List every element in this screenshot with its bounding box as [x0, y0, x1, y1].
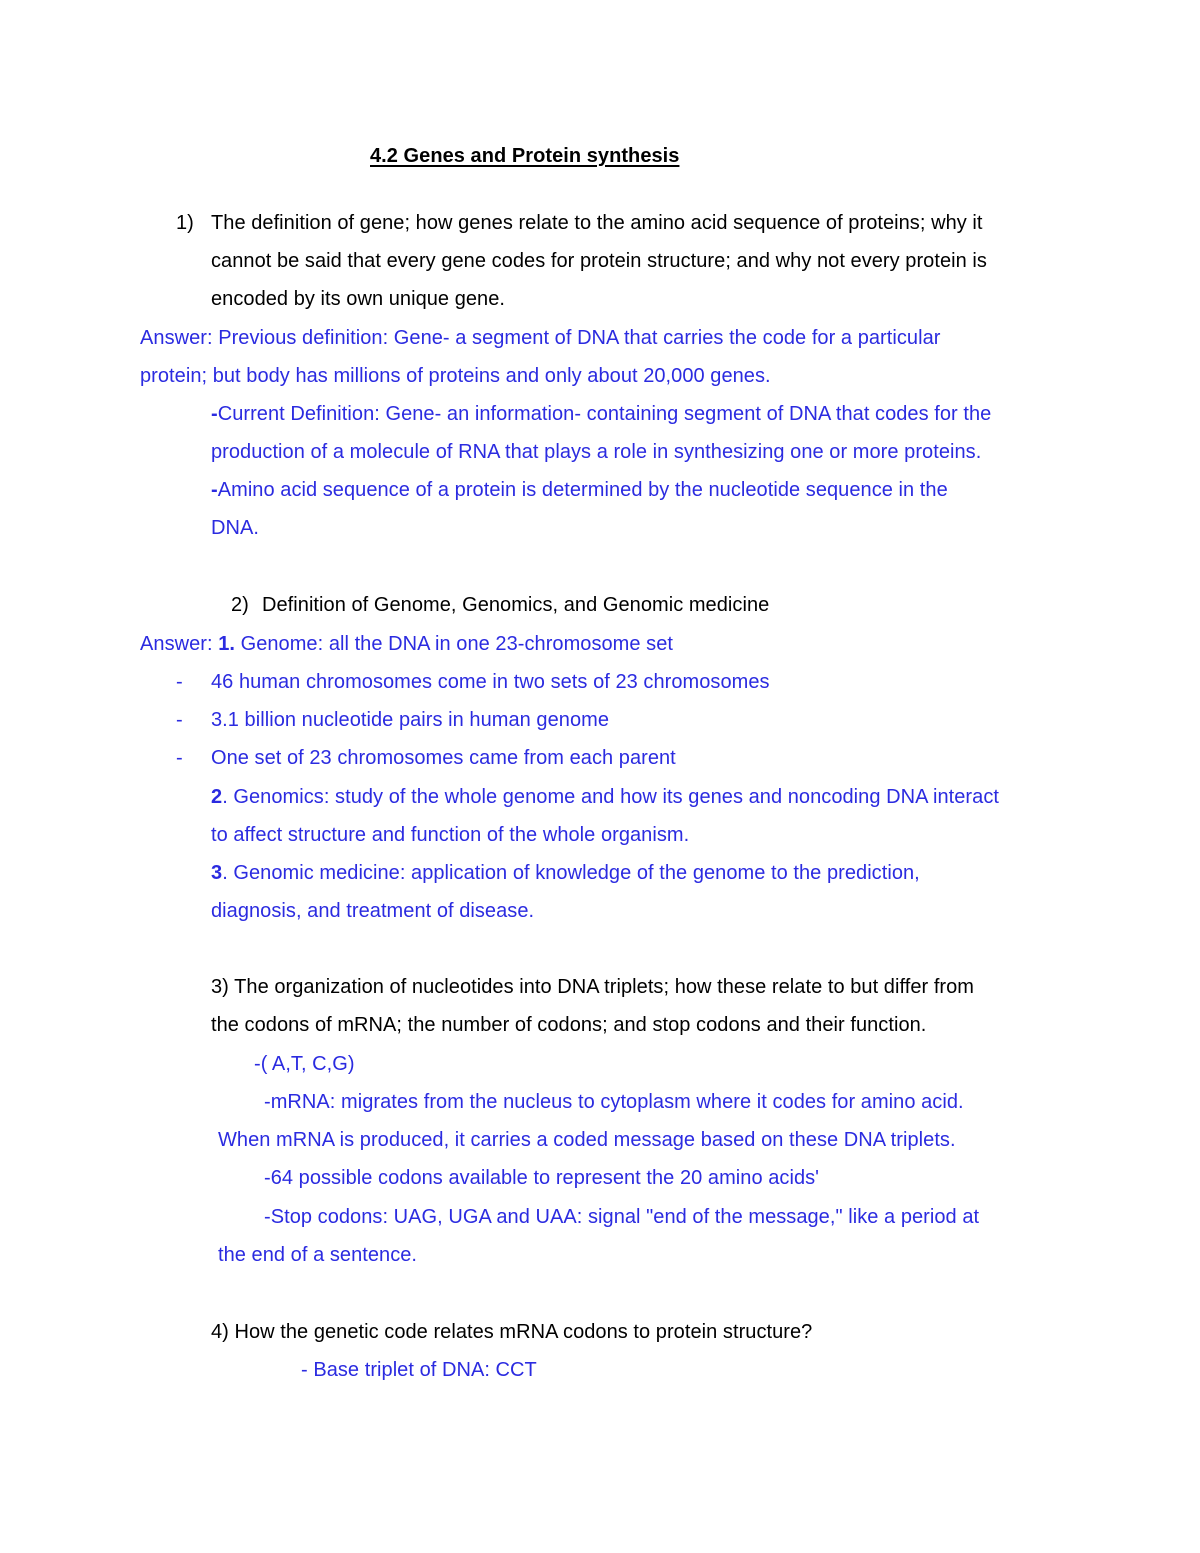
- answer-2-genome-text: Genome: all the DNA in one 23-chromosome set: [234, 633, 674, 655]
- answer-1-amino-dash: -: [211, 479, 218, 501]
- answer-2-genomics-text: . Genomics: study of the whole genome and how its genes and noncoding DNA interact: [222, 786, 999, 808]
- answer-1-line-2: protein; but body has millions of proteins and only about 20,000 genes.: [140, 365, 771, 387]
- bullet-item-3: One set of 23 chromosomes came from each parent: [211, 747, 676, 769]
- answer-3-mrna-line-2: When mRNA is produced, it carries a coded message based on these DNA triplets.: [218, 1129, 956, 1151]
- question-3-line-1: 3) The organization of nucleotides into DNA triplets; how these relate to but differ from: [211, 976, 975, 998]
- bullet-item-2: 3.1 billion nucleotide pairs in human genome: [211, 709, 610, 731]
- answer-1-current-line-2: production of a molecule of RNA that plays a role in synthesizing one or more proteins.: [211, 441, 982, 463]
- question-1-line-2: cannot be said that every gene codes for protein structure; and why not every protein is: [211, 250, 987, 272]
- answer-1-current-dash: -: [211, 403, 218, 425]
- bullet-dash: -: [176, 671, 183, 693]
- answer-2-label: Answer:: [140, 633, 219, 655]
- question-3-line-2: the codons of mRNA; the number of codons; and stop codons and their function.: [211, 1014, 927, 1036]
- question-1-number: 1): [176, 212, 194, 234]
- question-1-line-1: The definition of gene; how genes relate to the amino acid sequence of proteins; why it: [211, 212, 983, 234]
- bullet-dash: -: [176, 747, 183, 769]
- answer-3-stop-codons-line-2: the end of a sentence.: [218, 1244, 418, 1266]
- answer-2-medicine: [211, 861, 920, 885]
- answer-2-number-2: 2: [211, 786, 223, 808]
- answer-2-genome: [140, 632, 673, 656]
- answer-3-mrna: -mRNA: migrates from the nucleus to cytoplasm where it codes for amino acid.: [264, 1091, 964, 1113]
- answer-2-number-1: 1.: [218, 633, 235, 655]
- answer-3-stop-codons: -Stop codons: UAG, UGA and UAA: signal "end of the message," like a period at: [264, 1206, 980, 1228]
- answer-3-bases: -( A,T, C,G): [254, 1053, 355, 1075]
- answer-1-line-1: Answer: Previous definition: Gene- a segment of DNA that carries the code for a particular: [140, 327, 941, 349]
- answer-2-number-3: 3: [211, 862, 223, 884]
- question-1-line-3: encoded by its own unique gene.: [211, 288, 505, 310]
- question-2-number: 2): [231, 594, 249, 616]
- answer-1-amino-line-2: DNA.: [211, 517, 259, 539]
- answer-1-current-definition: [211, 402, 991, 426]
- answer-4-text: - Base triplet of DNA: CCT: [301, 1359, 537, 1381]
- answer-2-genomics: [211, 785, 999, 809]
- bullet-item-1: 46 human chromosomes come in two sets of 23 chromosomes: [211, 671, 770, 693]
- answer-2-medicine-text: . Genomic medicine: application of knowledge of the genome to the prediction,: [222, 862, 920, 884]
- bullet-dash: -: [176, 709, 183, 731]
- answer-1-amino-acid: [211, 478, 948, 502]
- question-2-text: Definition of Genome, Genomics, and Genomic medicine: [262, 594, 770, 616]
- answer-2-medicine-line-2: diagnosis, and treatment of disease.: [211, 900, 535, 922]
- answer-2-genomics-line-2: to affect structure and function of the whole organism.: [211, 824, 690, 846]
- page-title: 4.2 Genes and Protein synthesis: [370, 145, 680, 167]
- answer-3-codons: -64 possible codons available to represent the 20 amino acids': [264, 1167, 820, 1189]
- answer-1-current-text: Current Definition: Gene- an information- containing segment of DNA that codes for the: [217, 403, 992, 425]
- question-4-text: 4) How the genetic code relates mRNA codons to protein structure?: [211, 1321, 813, 1343]
- answer-1-amino-text: Amino acid sequence of a protein is determined by the nucleotide sequence in the: [217, 479, 948, 501]
